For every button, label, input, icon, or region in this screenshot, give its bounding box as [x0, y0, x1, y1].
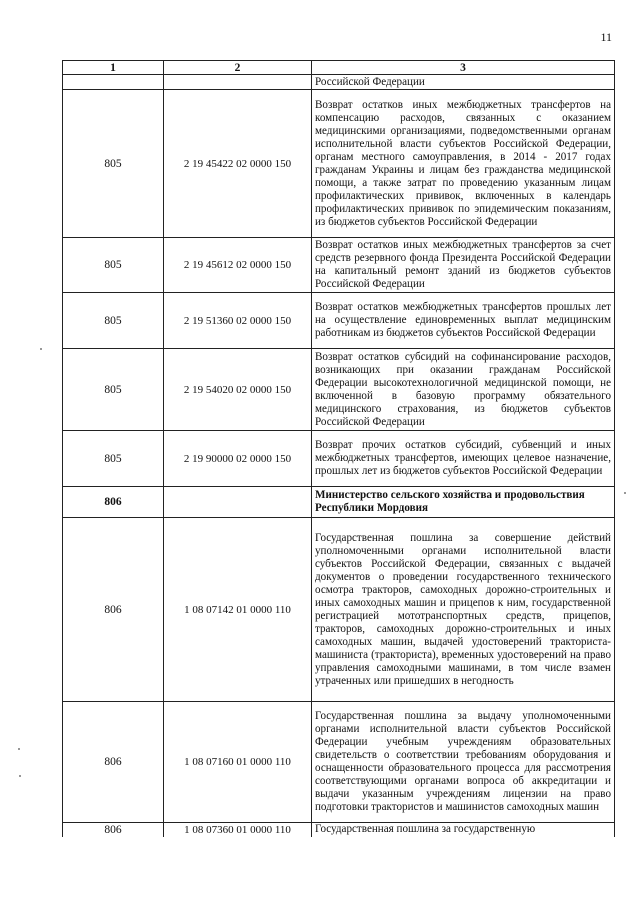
column-header: 2 [164, 61, 312, 75]
budget-classification-table [62, 60, 615, 837]
table-row [63, 238, 615, 293]
table-row [63, 75, 615, 90]
kbk-code-cell: 2 19 51360 02 0000 150 [164, 293, 312, 349]
admin-code-cell: 805 [63, 238, 164, 293]
table-row [63, 90, 615, 238]
ministry-name-cell: Министерство сельского хозяйства и продовольствия Республики Мордовия [312, 487, 615, 518]
admin-code-cell: 806 [63, 823, 164, 837]
description-cell: Возврат прочих остатков субсидий, субвенций и иных межбюджетных трансфертов, имеющих целевое назначение, прошлых лет из бюджетов субъектов Российской Федерации [312, 431, 615, 487]
kbk-code-cell: 1 08 07142 01 0000 110 [164, 518, 312, 702]
scan-speck [18, 748, 20, 750]
admin-code-cell: 806 [63, 518, 164, 702]
admin-code-cell: 806 [63, 487, 164, 518]
table-row [63, 823, 615, 837]
scan-speck [19, 775, 21, 777]
admin-code-cell [63, 75, 164, 90]
description-cell: Государственная пошлина за выдачу уполномоченными органами исполнительной власти субъектов Российской Федерации учебным учреждениям образовательных свидетельств о соответствии требованиям оборудования и оснащенности образовательного процесса для рассмотрения соответствующими органами вопроса об аккредитации и выдачи указанным учреждениям лицензии на право подготовки трактористов и машинистов самоходных машин [312, 702, 615, 823]
scan-speck [40, 348, 42, 350]
description-cell: Возврат остатков межбюджетных трансфертов прошлых лет на осуществление единовременных выплат медицинским работникам из бюджетов субъектов Российской Федерации [312, 293, 615, 349]
scan-speck [624, 492, 626, 494]
column-header: 3 [312, 61, 615, 75]
kbk-code-cell: 2 19 45612 02 0000 150 [164, 238, 312, 293]
kbk-code-cell [164, 487, 312, 518]
description-cell: Государственная пошлина за совершение действий уполномоченными органами исполнительной власти субъектов Российской Федерации, связанных с выдачей документов о проведении государственного технического осмотра тракторов, самоходных дорожно-строительных и иных самоходных машин и прицепов к ним, государственной регистрацией мототранспортных средств, прицепов, тракторов, самоходных дорожно-строительных и иных самоходных машин, выдачей удостоверений тракториста-машиниста (тракториста), временных удостоверений на право управления самоходными машинами, в том числе взамен утраченных или пришедших в негодность [312, 518, 615, 702]
column-header: 1 [63, 61, 164, 75]
table-row [63, 293, 615, 349]
table-row [63, 349, 615, 431]
description-cell: Возврат остатков субсидий на софинансирование расходов, возникающих при оказании гражданам Российской Федерации высокотехнологичной медицинской помощи, не включенной в базовую программу обязательного медицинского страхования, из бюджетов субъектов Российской Федерации [312, 349, 615, 431]
table-row [63, 702, 615, 823]
description-cell: Возврат остатков иных межбюджетных трансфертов на компенсацию расходов, связанных с оказанием медицинскими организациями, подведомственными органам исполнительной власти субъектов Российской Федерации, органам местного самоуправления, в 2014 - 2017 годах гражданам Украины и лицам без гражданства медицинской помощи, а также затрат по проведению указанным лицам профилактических прививок, включенных в календарь профилактических прививок по эпидемическим показаниям, из бюджетов субъектов Российской Федерации [312, 90, 615, 238]
admin-code-cell: 805 [63, 431, 164, 487]
kbk-code-cell: 1 08 07360 01 0000 110 [164, 823, 312, 837]
kbk-code-cell: 2 19 54020 02 0000 150 [164, 349, 312, 431]
table-header-row [63, 61, 615, 75]
page-number: 11 [600, 30, 612, 44]
table-row [63, 431, 615, 487]
kbk-code-cell: 2 19 45422 02 0000 150 [164, 90, 312, 238]
kbk-code-cell [164, 75, 312, 90]
table-row [63, 518, 615, 702]
kbk-code-cell: 1 08 07160 01 0000 110 [164, 702, 312, 823]
admin-code-cell: 806 [63, 702, 164, 823]
description-cell: Возврат остатков иных межбюджетных трансфертов за счет средств резервного фонда Президента Российской Федерации на капитальный ремонт зданий из бюджетов субъектов Российской Федерации [312, 238, 615, 293]
admin-code-cell: 805 [63, 293, 164, 349]
description-cell: Государственная пошлина за государственную [312, 823, 615, 837]
admin-code-cell: 805 [63, 90, 164, 238]
description-cell: Российской Федерации [312, 75, 615, 90]
admin-code-cell: 805 [63, 349, 164, 431]
kbk-code-cell: 2 19 90000 02 0000 150 [164, 431, 312, 487]
section-header-row [63, 487, 615, 518]
